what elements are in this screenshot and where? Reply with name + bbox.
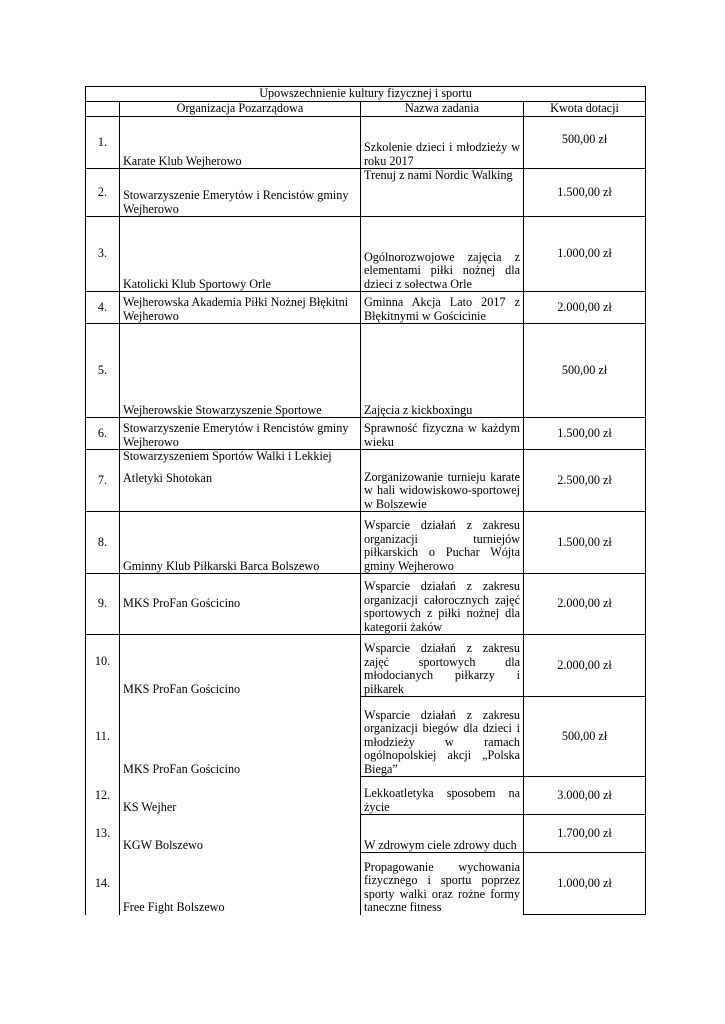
grant-amount: 1.000,00 zł: [524, 217, 646, 292]
row-number: 6.: [86, 418, 120, 450]
task-name: Trenuj z nami Nordic Walking: [361, 169, 524, 217]
table-row: [86, 777, 646, 815]
row-number: 4.: [86, 292, 120, 324]
task-name: Ogólnorozwojowe zajęcia z elementami piłki nożnej dla dzieci z sołectwa Orle: [361, 217, 524, 292]
table-row: [86, 574, 646, 635]
grant-amount: 2.000,00 zł: [524, 292, 646, 324]
row-number: 7.: [86, 450, 120, 512]
task-name: Wsparcie działań z zakresu organizacji biegów dla dzieci i młodzieży w ramach ogólnopolskiej akcji „Polska Biega”: [361, 697, 524, 777]
header-task: Nazwa zadania: [361, 102, 524, 117]
row-number: 9.: [86, 574, 120, 635]
table-row: [86, 853, 646, 915]
table-row: [86, 324, 646, 418]
organization-name: MKS ProFan Gościcino: [120, 697, 361, 777]
task-name: Propagowanie wychowania fizycznego i sportu poprzez sporty walki oraz rożne formy taneczne fitness: [361, 853, 524, 915]
table-title: Upowszechnienie kultury fizycznej i sportu: [86, 87, 646, 102]
table-row: [86, 169, 646, 217]
row-number: 12.: [86, 777, 120, 815]
row-number: 5.: [86, 324, 120, 418]
grant-amount: 2.500,00 zł: [524, 450, 646, 512]
table-title-row: [86, 87, 646, 102]
row-number: 8.: [86, 512, 120, 574]
grant-amount: 3.000,00 zł: [524, 777, 646, 815]
organization-name-line1: Stowarzyszeniem Sportów Walki i Lekkiej: [123, 449, 332, 463]
row-number: 10.: [86, 635, 120, 697]
organization-name-line2: Atletyki Shotokan: [123, 470, 213, 485]
organization-name: Wejherowskie Stowarzyszenie Sportowe: [120, 324, 361, 418]
table-row: [86, 815, 646, 853]
grant-amount: 1.000,00 zł: [524, 853, 646, 915]
table-row: [86, 635, 646, 697]
organization-name: [120, 450, 361, 512]
row-number: 2.: [86, 169, 120, 217]
grant-amount: 1.500,00 zł: [524, 418, 646, 450]
row-number: 11.: [86, 697, 120, 777]
header-lp: [86, 102, 120, 117]
grant-amount: 2.000,00 zł: [524, 635, 646, 697]
task-name: Zorganizowanie turnieju karate w hali widowiskowo-sportowej w Bolszewie: [361, 450, 524, 512]
task-name: W zdrowym ciele zdrowy duch: [361, 815, 524, 853]
table-row: [86, 292, 646, 324]
organization-name: Free Fight Bolszewo: [120, 853, 361, 915]
table-row: [86, 117, 646, 169]
organization-name: Stowarzyszenie Emerytów i Rencistów gminy Wejherowo: [120, 169, 361, 217]
row-number: 3.: [86, 217, 120, 292]
grant-amount: 500,00 zł: [524, 324, 646, 418]
header-amount: Kwota dotacji: [524, 102, 646, 117]
table-row: [86, 217, 646, 292]
organization-name: Gminny Klub Piłkarski Barca Bolszewo: [120, 512, 361, 574]
header-row: [86, 102, 646, 117]
grants-table: [85, 86, 646, 915]
table-row: [86, 697, 646, 777]
table-row: [86, 418, 646, 450]
grant-amount: 2.000,00 zł: [524, 574, 646, 635]
task-name: Zajęcia z kickboxingu: [361, 324, 524, 418]
organization-name: MKS ProFan Gościcino: [120, 635, 361, 697]
organization-name: Wejherowska Akademia Piłki Nożnej Błękitni Wejherowo: [120, 292, 361, 324]
organization-name: KS Wejher: [120, 777, 361, 815]
table-row: [86, 512, 646, 574]
organization-name: MKS ProFan Gościcino: [120, 574, 361, 635]
task-name: Gminna Akcja Lato 2017 z Błękitnymi w Gościcinie: [361, 292, 524, 324]
row-number: 14.: [86, 853, 120, 915]
task-name: Sprawność fizyczna w każdym wieku: [361, 418, 524, 450]
grant-amount: 1.500,00 zł: [524, 169, 646, 217]
organization-name: Karate Klub Wejherowo: [120, 117, 361, 169]
grant-amount: 1.700,00 zł: [524, 815, 646, 853]
row-number: 13.: [86, 815, 120, 853]
header-organization: Organizacja Pozarządowa: [120, 102, 361, 117]
task-name: Lekkoatletyka sposobem na życie: [361, 777, 524, 815]
grant-amount: 1.500,00 zł: [524, 512, 646, 574]
organization-name: Katolicki Klub Sportowy Orle: [120, 217, 361, 292]
grant-amount: 500,00 zł: [524, 697, 646, 777]
task-name: Wsparcie działań z zakresu organizacji turniejów piłkarskich o Puchar Wójta gminy Wejherowo: [361, 512, 524, 574]
grant-amount: 500,00 zł: [524, 117, 646, 169]
row-number: 1.: [86, 117, 120, 169]
task-name: Szkolenie dzieci i młodzieży w roku 2017: [361, 117, 524, 169]
table-row: [86, 450, 646, 512]
task-name: Wsparcie działań z zakresu organizacji całorocznych zajęć sportowych z piłki nożnej dla kategorii żaków: [361, 574, 524, 635]
organization-name: Stowarzyszenie Emerytów i Rencistów gminy Wejherowo: [120, 418, 361, 450]
organization-name: KGW Bolszewo: [120, 815, 361, 853]
task-name: Wsparcie działań z zakresu zajęć sportowych dla młodocianych piłkarzy i piłkarek: [361, 635, 524, 697]
